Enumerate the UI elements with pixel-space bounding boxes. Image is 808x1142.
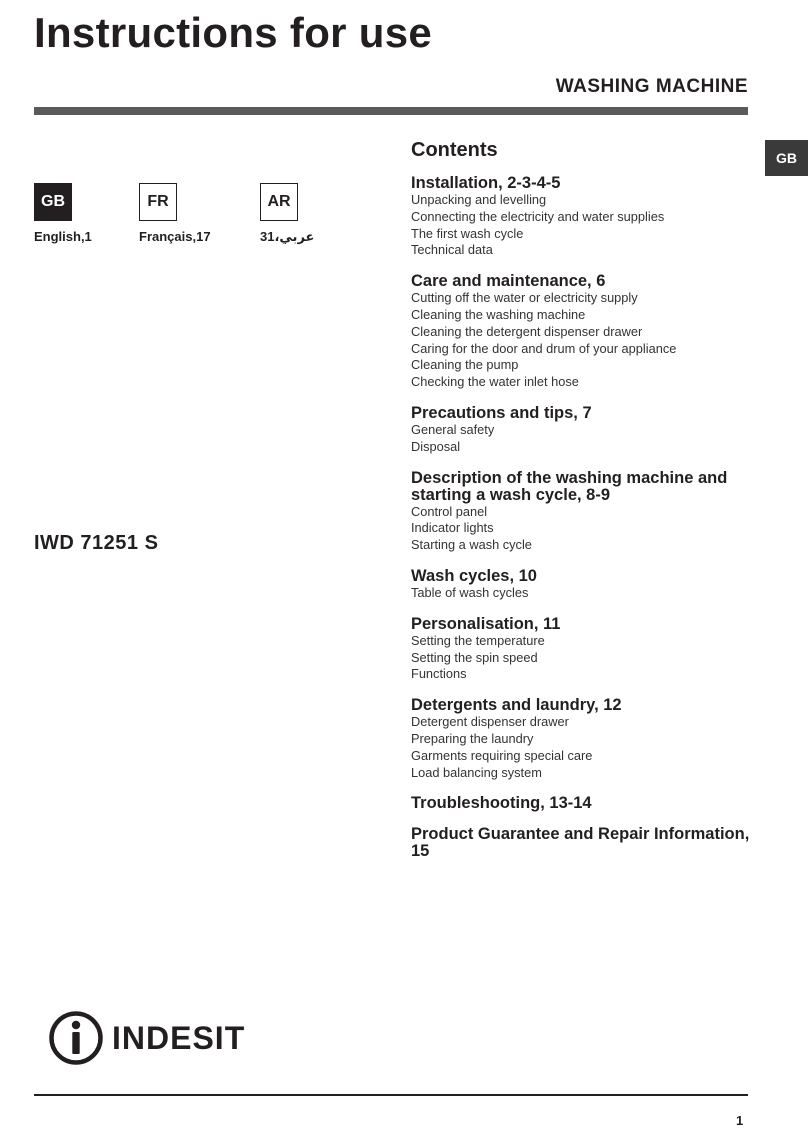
section-title[interactable]: Precautions and tips, 7 [411,403,592,422]
section-title[interactable]: Care and maintenance, 6 [411,272,606,291]
section-item[interactable]: Cleaning the detergent dispenser drawer [411,323,643,339]
page-number: 1 [736,1113,744,1128]
language-ar[interactable] [260,183,314,245]
section-title[interactable]: Troubleshooting, 13-14 [411,794,592,813]
language-code-fr: FR [139,183,177,221]
section-item[interactable]: Cutting off the water or electricity supply [411,290,638,306]
contents-section [411,175,751,259]
section-item[interactable]: Cleaning the pump [411,357,519,373]
brand-logo [48,1010,245,1066]
table-of-contents [411,138,751,874]
language-label-gb: English,1 [34,229,92,244]
model-number: IWD 71251 S [34,532,159,554]
section-item[interactable]: General safety [411,421,495,437]
language-code-gb: GB [34,183,72,221]
contents-section [411,273,751,391]
section-item[interactable]: Functions [411,666,467,682]
section-item[interactable]: Control panel [411,503,488,519]
brand-name: INDESIT [112,1019,246,1056]
section-item[interactable]: Technical data [411,242,493,258]
page-title: Instructions for use [34,9,433,56]
section-item[interactable]: Garments requiring special care [411,747,593,763]
contents-section [411,568,751,602]
section-title[interactable]: Wash cycles, 10 [411,566,537,585]
section-item[interactable]: Setting the spin speed [411,649,538,665]
section-item[interactable]: Unpacking and levelling [411,192,547,207]
language-label-ar: عربي،31 [260,229,315,244]
section-item[interactable]: Disposal [411,438,461,454]
contents-heading: Contents [411,139,498,161]
contents-section [411,405,751,456]
section-title[interactable]: Installation, 2-3-4-5 [411,174,561,192]
section-item[interactable]: Caring for the door and drum of your appliance [411,340,677,356]
section-item[interactable]: Connecting the electricity and water supplies [411,208,665,224]
language-label-fr: Français,17 [139,229,211,244]
section-item[interactable]: Load balancing system [411,764,542,780]
section-title[interactable]: Description of the washing machine and starting a wash cycle, 8-9 [411,468,728,504]
language-fr[interactable] [139,183,211,244]
section-item[interactable]: Setting the temperature [411,632,545,648]
contents-section [411,616,751,683]
language-side-tab: GB [765,140,808,176]
contents-section [411,470,751,554]
language-code-ar: AR [260,183,298,221]
language-gb[interactable] [34,183,92,244]
section-title[interactable]: Detergents and laundry, 12 [411,696,622,715]
contents-section [411,795,751,812]
indesit-logo-icon [48,1010,104,1066]
section-item[interactable]: Starting a wash cycle [411,537,532,553]
contents-section [411,697,751,781]
section-item[interactable]: Checking the water inlet hose [411,374,579,390]
section-item[interactable]: Indicator lights [411,520,494,536]
section-item[interactable]: Preparing the laundry [411,730,534,746]
contents-section [411,826,751,860]
section-item[interactable]: The first wash cycle [411,225,524,241]
section-item[interactable]: Cleaning the washing machine [411,306,586,322]
section-title[interactable]: Personalisation, 11 [411,614,561,633]
header-rule [34,107,748,115]
contents-sections [411,175,751,860]
section-item[interactable]: Table of wash cycles [411,584,529,600]
section-title[interactable]: Product Guarantee and Repair Information, 15 [411,825,750,861]
footer-rule [34,1094,748,1096]
section-item[interactable]: Detergent dispenser drawer [411,714,569,730]
product-type: WASHING MACHINE [555,76,748,97]
